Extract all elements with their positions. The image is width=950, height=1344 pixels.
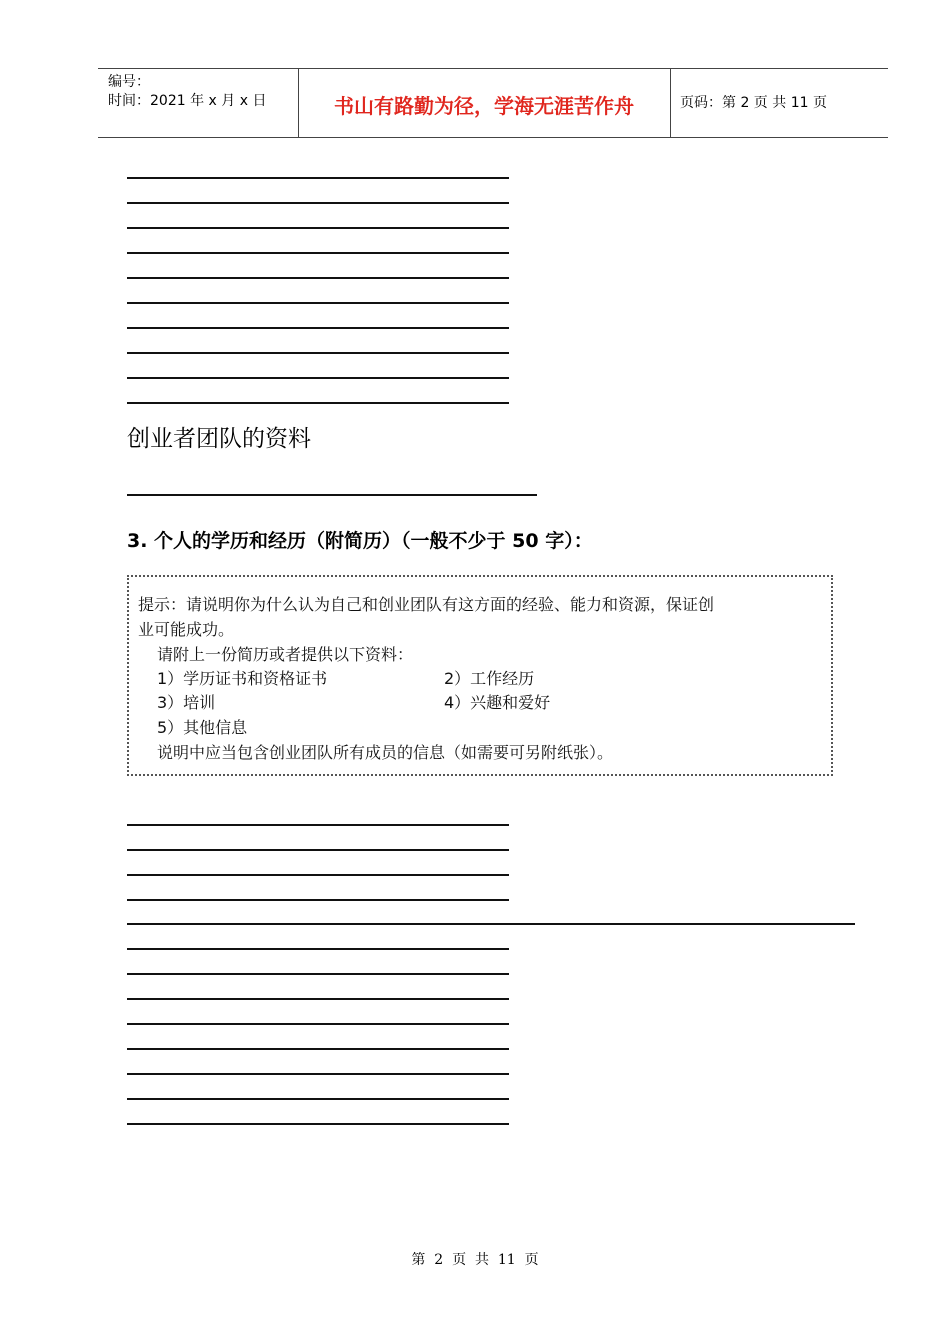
header-motto-cell (298, 69, 671, 137)
section-title: 创业者团队的资料 (127, 426, 311, 452)
answer-line (127, 277, 509, 279)
header-page-cell (670, 69, 888, 137)
answer-line (127, 327, 509, 329)
answer-line (127, 377, 509, 379)
hint-item-3: 3）培训 (157, 693, 216, 712)
answer-line (127, 973, 509, 975)
answer-line (127, 874, 509, 876)
section-heading: 3. 个人的学历和经历（附简历）（一般不少于 50 字）： (127, 530, 593, 552)
page-header (98, 68, 888, 138)
hint-item-1: 1）学历证书和资格证书 (157, 669, 328, 688)
answer-line (127, 202, 509, 204)
hint-item-2: 2）工作经历 (444, 669, 535, 688)
answer-line (127, 302, 509, 304)
hint-line-4: 说明中应当包含创业团队所有成员的信息（如需要可另附纸张）。 (157, 743, 614, 762)
answer-line (127, 1123, 509, 1125)
answer-line (127, 998, 509, 1000)
answer-line-long (127, 923, 855, 925)
answer-line (127, 352, 509, 354)
page-footer: 第 2 页 共 11 页 (411, 1252, 539, 1268)
answer-line (127, 1023, 509, 1025)
hint-box (127, 575, 833, 776)
header-motto: 书山有路勤为径，学海无涯苦作舟 (334, 94, 634, 118)
header-meta-cell (98, 69, 299, 137)
document-number-label: 编号： (108, 74, 150, 90)
answer-line (127, 227, 509, 229)
hint-item-4: 4）兴趣和爱好 (444, 693, 551, 712)
answer-line (127, 899, 509, 901)
document-time-label: 时间：2021 年 x 月 x 日 (108, 93, 267, 109)
header-page-info: 页码：第 2 页 共 11 页 (680, 95, 827, 111)
answer-line (127, 1073, 509, 1075)
hint-line-3: 请附上一份简历或者提供以下资料： (157, 645, 414, 664)
answer-line (127, 402, 509, 404)
answer-line (127, 948, 509, 950)
answer-line (127, 1098, 509, 1100)
hint-line-1: 提示：请说明你为什么认为自己和创业团队有这方面的经验、能力和资源，保证创 (138, 595, 715, 614)
answer-line (127, 252, 509, 254)
title-underline (127, 494, 537, 496)
hint-line-2: 业可能成功。 (138, 620, 235, 639)
answer-line (127, 849, 509, 851)
answer-line (127, 177, 509, 179)
answer-line (127, 1048, 509, 1050)
hint-item-5: 5）其他信息 (157, 718, 248, 737)
answer-line (127, 824, 509, 826)
